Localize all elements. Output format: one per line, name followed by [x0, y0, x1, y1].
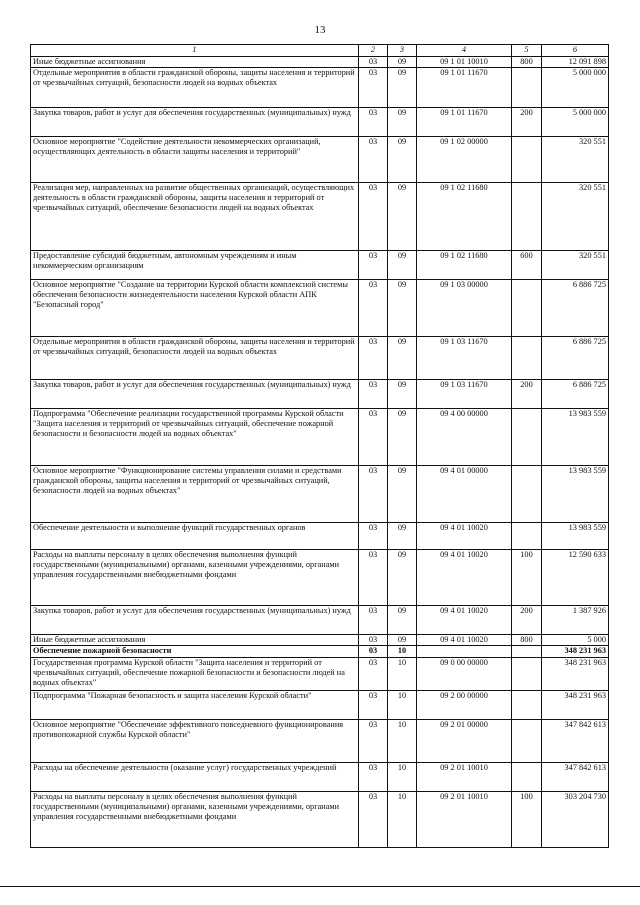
page-number: 13 — [314, 24, 326, 36]
cell-expense-type — [512, 720, 542, 763]
column-header: 6 — [542, 45, 609, 57]
cell-target-article: 09 4 01 00000 — [417, 466, 512, 523]
table-row — [31, 380, 609, 409]
cell-target-article: 09 1 03 11670 — [417, 337, 512, 380]
cell-section: 03 — [359, 550, 388, 606]
cell-subsection: 09 — [388, 337, 417, 380]
cell-section: 03 — [359, 523, 388, 550]
table-row — [31, 280, 609, 337]
cell-description: Закупка товаров, работ и услуг для обеспечения государственных (муниципальных) нужд — [31, 606, 359, 635]
cell-amount: 13 983 559 — [542, 523, 609, 550]
table-row — [31, 763, 609, 792]
cell-target-article: 09 4 01 10020 — [417, 606, 512, 635]
cell-subsection: 09 — [388, 635, 417, 646]
cell-description: Основное мероприятие "Функционирование системы управления силами и средствами гражданской обороны, защиты населения и территорий от чрезвычайных ситуаций, безопасности людей на водных объектах" — [31, 466, 359, 523]
table-row — [31, 68, 609, 108]
table-row — [31, 792, 609, 848]
cell-expense-type — [512, 337, 542, 380]
cell-amount: 348 231 963 — [542, 646, 609, 658]
cell-description: Расходы на обеспечение деятельности (оказание услуг) государственных учреждений — [31, 763, 359, 792]
cell-section: 03 — [359, 646, 388, 658]
cell-description: Основное мероприятие "Обеспечение эффективного повседневного функционирования противопожарной службы Курской области" — [31, 720, 359, 763]
table-row — [31, 646, 609, 658]
table-row — [31, 658, 609, 691]
cell-subsection: 10 — [388, 763, 417, 792]
cell-expense-type: 200 — [512, 380, 542, 409]
cell-expense-type: 200 — [512, 606, 542, 635]
table-row — [31, 466, 609, 523]
cell-section: 03 — [359, 68, 388, 108]
cell-subsection: 10 — [388, 646, 417, 658]
table-row — [31, 108, 609, 137]
cell-section: 03 — [359, 691, 388, 720]
cell-section: 03 — [359, 635, 388, 646]
cell-section: 03 — [359, 137, 388, 183]
table-row — [31, 337, 609, 380]
cell-description: Подпрограмма "Обеспечение реализации государственной программы Курской области "Защита населения и территорий от чрезвычайных ситуаций, обеспечение пожарной безопасности и безопасности людей на водных объектах" — [31, 409, 359, 466]
table-row — [31, 550, 609, 606]
table-row — [31, 523, 609, 550]
cell-expense-type: 200 — [512, 108, 542, 137]
cell-section: 03 — [359, 280, 388, 337]
cell-subsection: 09 — [388, 380, 417, 409]
table-header-row — [31, 45, 609, 57]
cell-amount: 348 231 963 — [542, 658, 609, 691]
cell-amount: 303 204 730 — [542, 792, 609, 848]
cell-target-article: 09 2 01 00000 — [417, 720, 512, 763]
cell-section: 03 — [359, 720, 388, 763]
cell-expense-type — [512, 280, 542, 337]
cell-subsection: 09 — [388, 280, 417, 337]
cell-amount: 13 983 559 — [542, 466, 609, 523]
table-row — [31, 57, 609, 68]
cell-subsection: 09 — [388, 251, 417, 280]
cell-section: 03 — [359, 606, 388, 635]
cell-subsection: 09 — [388, 606, 417, 635]
column-header: 1 — [31, 45, 359, 57]
cell-target-article: 09 1 03 00000 — [417, 280, 512, 337]
cell-amount: 347 842 613 — [542, 720, 609, 763]
cell-amount: 13 983 559 — [542, 409, 609, 466]
cell-expense-type — [512, 646, 542, 658]
cell-description: Предоставление субсидий бюджетным, автономным учреждениям и иным некоммерческим организациям — [31, 251, 359, 280]
cell-section: 03 — [359, 183, 388, 251]
cell-description: Основное мероприятие "Создание на территории Курской области комплексной системы обеспечения безопасности жизнедеятельности населения Курской области АПК "Безопасный город" — [31, 280, 359, 337]
cell-target-article: 09 1 01 10010 — [417, 57, 512, 68]
table-row — [31, 409, 609, 466]
cell-subsection: 10 — [388, 691, 417, 720]
cell-description: Основное мероприятие "Содействие деятельности некоммерческих организаций, осуществляющих деятельность в области защиты населения и территорий" — [31, 137, 359, 183]
cell-expense-type — [512, 658, 542, 691]
table-row — [31, 137, 609, 183]
cell-expense-type — [512, 763, 542, 792]
cell-description: Подпрограмма "Пожарная безопасность и защита населения Курской области" — [31, 691, 359, 720]
cell-amount: 12 590 633 — [542, 550, 609, 606]
cell-section: 03 — [359, 108, 388, 137]
cell-target-article: 09 1 02 11680 — [417, 251, 512, 280]
cell-subsection: 10 — [388, 658, 417, 691]
cell-description: Обеспечение деятельности и выполнение функций государственных органов — [31, 523, 359, 550]
cell-amount: 320 551 — [542, 251, 609, 280]
cell-subsection: 10 — [388, 720, 417, 763]
column-header: 4 — [417, 45, 512, 57]
cell-target-article: 09 4 01 10020 — [417, 523, 512, 550]
cell-subsection: 09 — [388, 57, 417, 68]
cell-section: 03 — [359, 409, 388, 466]
cell-section: 03 — [359, 466, 388, 523]
cell-amount: 6 886 725 — [542, 380, 609, 409]
cell-expense-type: 100 — [512, 550, 542, 606]
cell-section: 03 — [359, 57, 388, 68]
cell-expense-type: 800 — [512, 57, 542, 68]
table-body — [31, 57, 609, 848]
cell-target-article: 09 1 01 11670 — [417, 108, 512, 137]
cell-subsection: 09 — [388, 137, 417, 183]
cell-amount: 320 551 — [542, 137, 609, 183]
cell-description: Расходы на выплаты персоналу в целях обеспечения выполнения функций государственными (муниципальными) органами, казенными учреждениями, органами управления государственными внебюджетными фондами — [31, 792, 359, 848]
cell-subsection: 09 — [388, 409, 417, 466]
cell-amount: 6 886 725 — [542, 337, 609, 380]
table-row — [31, 606, 609, 635]
table-row — [31, 251, 609, 280]
column-header: 5 — [512, 45, 542, 57]
cell-target-article: 09 2 01 10010 — [417, 792, 512, 848]
cell-expense-type — [512, 137, 542, 183]
cell-target-article: 09 1 02 00000 — [417, 137, 512, 183]
cell-subsection: 09 — [388, 466, 417, 523]
cell-target-article: 09 1 02 11680 — [417, 183, 512, 251]
column-header: 2 — [359, 45, 388, 57]
cell-target-article: 09 0 00 00000 — [417, 658, 512, 691]
cell-subsection: 09 — [388, 183, 417, 251]
table-row — [31, 720, 609, 763]
cell-expense-type: 100 — [512, 792, 542, 848]
cell-target-article: 09 4 00 00000 — [417, 409, 512, 466]
cell-description: Иные бюджетные ассигнования — [31, 57, 359, 68]
cell-subsection: 10 — [388, 792, 417, 848]
cell-amount: 5 000 000 — [542, 108, 609, 137]
cell-target-article: 09 2 00 00000 — [417, 691, 512, 720]
cell-amount: 320 551 — [542, 183, 609, 251]
cell-amount: 348 231 963 — [542, 691, 609, 720]
cell-subsection: 09 — [388, 550, 417, 606]
cell-description: Государственная программа Курской области "Защита населения и территорий от чрезвычайных ситуаций, обеспечение пожарной безопасности и безопасности людей на водных объектах" — [31, 658, 359, 691]
table-row — [31, 635, 609, 646]
cell-description: Закупка товаров, работ и услуг для обеспечения государственных (муниципальных) нужд — [31, 108, 359, 137]
cell-section: 03 — [359, 251, 388, 280]
cell-target-article: 09 2 01 10010 — [417, 763, 512, 792]
cell-expense-type — [512, 409, 542, 466]
cell-amount: 347 842 613 — [542, 763, 609, 792]
cell-expense-type — [512, 466, 542, 523]
cell-expense-type: 800 — [512, 635, 542, 646]
cell-target-article: 09 1 01 11670 — [417, 68, 512, 108]
cell-target-article: 09 4 01 10020 — [417, 550, 512, 606]
cell-description: Закупка товаров, работ и услуг для обеспечения государственных (муниципальных) нужд — [31, 380, 359, 409]
cell-amount: 1 387 926 — [542, 606, 609, 635]
table-row — [31, 183, 609, 251]
page-bottom-rule — [0, 886, 640, 887]
cell-section: 03 — [359, 658, 388, 691]
cell-expense-type — [512, 523, 542, 550]
cell-amount: 6 886 725 — [542, 280, 609, 337]
cell-section: 03 — [359, 763, 388, 792]
cell-expense-type — [512, 691, 542, 720]
cell-description: Отдельные мероприятия в области гражданской обороны, защиты населения и территорий от чрезвычайных ситуаций, безопасности людей на водных объектах — [31, 337, 359, 380]
cell-description: Расходы на выплаты персоналу в целях обеспечения выполнения функций государственными (муниципальными) органами, казенными учреждениями, органами управления государственными внебюджетными фондами — [31, 550, 359, 606]
cell-section: 03 — [359, 337, 388, 380]
cell-description: Отдельные мероприятия в области гражданской обороны, защиты населения и территорий от чрезвычайных ситуаций, безопасности людей на водных объектах — [31, 68, 359, 108]
cell-section: 03 — [359, 792, 388, 848]
cell-description: Иные бюджетные ассигнования — [31, 635, 359, 646]
cell-amount: 12 091 898 — [542, 57, 609, 68]
cell-section: 03 — [359, 380, 388, 409]
column-header: 3 — [388, 45, 417, 57]
cell-expense-type — [512, 68, 542, 108]
budget-table — [30, 44, 609, 848]
cell-target-article: 09 4 01 10020 — [417, 635, 512, 646]
table-row — [31, 691, 609, 720]
cell-subsection: 09 — [388, 68, 417, 108]
cell-target-article — [417, 646, 512, 658]
cell-target-article: 09 1 03 11670 — [417, 380, 512, 409]
cell-subsection: 09 — [388, 108, 417, 137]
cell-description: Обеспечение пожарной безопасности — [31, 646, 359, 658]
cell-amount: 5 000 — [542, 635, 609, 646]
cell-expense-type — [512, 183, 542, 251]
cell-amount: 5 000 000 — [542, 68, 609, 108]
cell-expense-type: 600 — [512, 251, 542, 280]
cell-description: Реализация мер, направленных на развитие общественных организаций, осуществляющих деятельность в области гражданской обороны, защиты населения и территорий от чрезвычайных ситуаций, обеспечение безопасности людей на водных объектах — [31, 183, 359, 251]
cell-subsection: 09 — [388, 523, 417, 550]
